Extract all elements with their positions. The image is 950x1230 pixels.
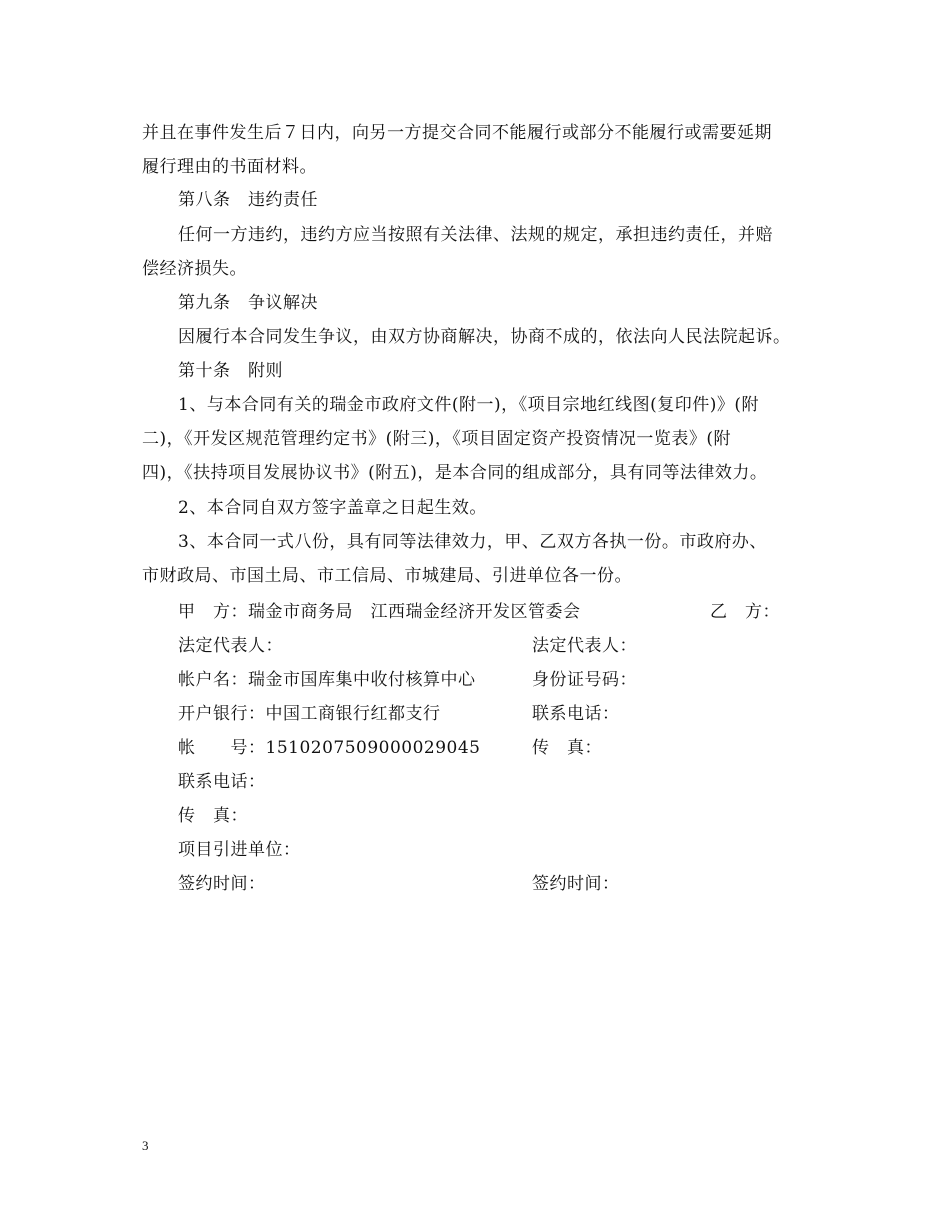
- article-heading: 第八条 违约责任: [178, 190, 318, 210]
- party-b-id-number: 身份证号码：: [532, 670, 637, 690]
- party-b-name: 乙 方：: [710, 602, 780, 622]
- party-b-sign-time: 签约时间：: [532, 874, 620, 894]
- party-a-representative: 法定代表人：: [178, 636, 283, 656]
- article-heading: 第十条 附则: [178, 361, 283, 381]
- body-paragraph-line: 偿经济损失。: [142, 259, 247, 279]
- article-heading: 第九条 争议解决: [178, 293, 318, 313]
- party-a-sign-time: 签约时间：: [178, 874, 266, 894]
- body-paragraph-line: 并且在事件发生后７日内，向另一方提交合同不能履行或部分不能履行或需要延期: [142, 123, 772, 143]
- party-a-phone: 联系电话：: [178, 772, 266, 792]
- body-paragraph-line: 因履行本合同发生争议，由双方协商解决，协商不成的，依法向人民法院起诉。: [178, 327, 791, 347]
- party-a-name: 甲 方：瑞金市商务局 江西瑞金经济开发区管委会: [178, 602, 581, 622]
- party-a-account-name: 帐户名：瑞金市国库集中收付核算中心: [178, 670, 476, 690]
- page-number: 3: [142, 1138, 149, 1153]
- body-paragraph-line: 3、本合同一式八份，具有同等法律效力，甲、乙双方各执一份。市政府办、: [178, 532, 767, 552]
- body-paragraph-line: 任何一方违约，违约方应当按照有关法律、法规的规定，承担违约责任，并赔: [178, 225, 773, 245]
- body-paragraph-line: 市财政局、市国土局、市工信局、市城建局、引进单位各一份。: [142, 566, 632, 586]
- party-b-phone: 联系电话：: [532, 704, 620, 724]
- body-paragraph-line: 履行理由的书面材料。: [142, 157, 317, 177]
- body-paragraph-line: 四)，《扶持项目发展协议书》(附五)，是本合同的组成部分，具有同等法律效力。: [142, 463, 768, 483]
- party-b-fax: 传 真：: [532, 738, 602, 758]
- project-introducer: 项目引进单位：: [178, 840, 301, 860]
- party-a-account-number: 帐 号：1510207509000029045: [178, 738, 481, 758]
- party-a-bank: 开户银行：中国工商银行红都支行: [178, 704, 441, 724]
- body-paragraph-line: 2、本合同自双方签字盖章之日起生效。: [178, 498, 487, 518]
- body-paragraph-line: 1、与本合同有关的瑞金市政府文件(附一)，《项目宗地红线图(复印件)》(附: [178, 395, 759, 415]
- party-b-representative: 法定代表人：: [532, 636, 637, 656]
- party-a-fax: 传 真：: [178, 806, 248, 826]
- body-paragraph-line: 二)，《开发区规范管理约定书》(附三)，《项目固定资产投资情况一览表》(附: [142, 429, 732, 449]
